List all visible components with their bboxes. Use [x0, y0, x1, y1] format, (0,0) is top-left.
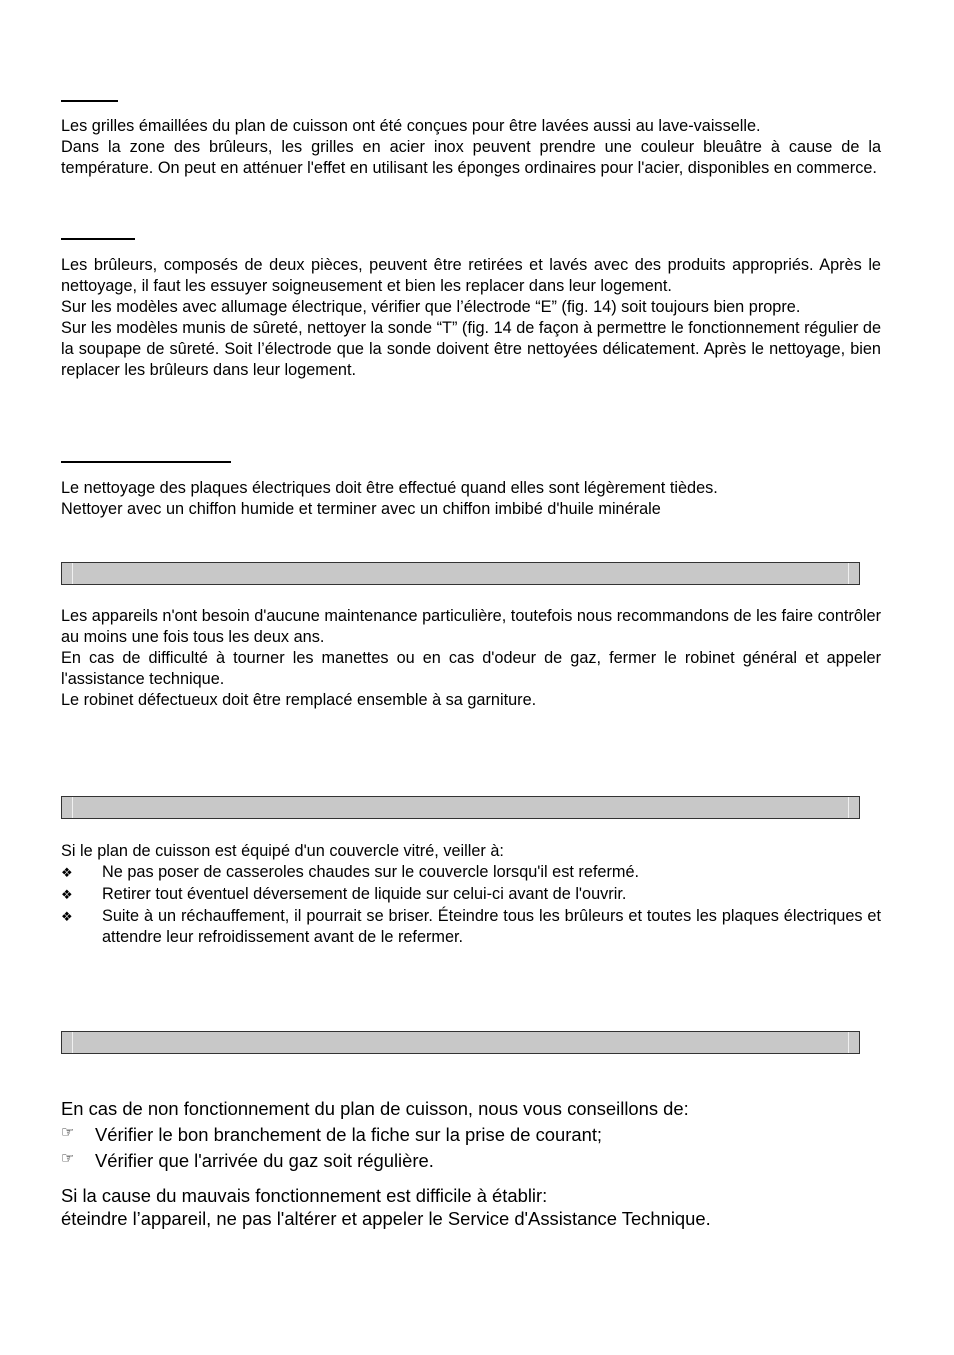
- diamond-bullet-icon: ❖: [61, 908, 73, 924]
- plaques-text: [61, 478, 881, 520]
- maintenance-line-2: En cas de difficulté à tourner les manettes ou en cas d'odeur de gaz, fermer le robinet général et appeler l'assistance technique.: [61, 648, 881, 688]
- anomalies-text: [61, 1097, 901, 1230]
- section-underline-plaques: [61, 461, 231, 463]
- anomalies-item: [61, 1123, 901, 1146]
- bruleurs-line-3: Sur les modèles munis de sûreté, nettoyer la sonde “T” (fig. 14 de façon à permettre le fonctionnement régulier de la soupape de sûreté. Soit l’électrode que la sonde doivent être nettoyées délicatement. Après le nettoyage, bien replacer les brûleurs dans leur logement.: [61, 318, 881, 379]
- anomalies-cause-line-2: éteindre l’appareil, ne pas l'altérer et appeler le Service d'Assistance Technique.: [61, 1208, 711, 1229]
- maintenance-text: [61, 606, 881, 711]
- section-underline-grilles: [61, 100, 118, 102]
- couvercle-item: [61, 884, 881, 906]
- couvercle-item-text: Ne pas poser de casseroles chaudes sur le couvercle lorsqu'il est refermé.: [102, 862, 640, 881]
- pointing-hand-icon: ☞: [61, 1124, 75, 1141]
- bruleurs-line-2: Sur les modèles avec allumage électrique, vérifier que l’électrode “E” (fig. 14) soit toujours bien propre.: [61, 297, 801, 316]
- couvercle-item: [61, 906, 881, 948]
- couvercle-item-text: Suite à un réchauffement, il pourrait se briser. Éteindre tous les brûleurs et toutes les plaques électriques et attendre leur refroidissement avant de le refermer.: [102, 906, 881, 946]
- bruleurs-line-1: Les brûleurs, composés de deux pièces, peuvent être retirées et lavés avec des produits appropriés. Après le nettoyage, il faut les essuyer soigneusement et bien les replacer dans leur logement.: [61, 256, 881, 295]
- anomalies-cause-line-1: Si la cause du mauvais fonctionnement est difficile à établir:: [61, 1185, 548, 1206]
- couvercle-item: [61, 862, 881, 884]
- diamond-bullet-icon: ❖: [61, 886, 73, 902]
- grilles-line-1: Les grilles émaillées du plan de cuisson ont été conçues pour être lavées aussi au lave-vaisselle.: [61, 117, 761, 135]
- plaques-line-2: Nettoyer avec un chiffon humide et terminer avec un chiffon imbibé d'huile minérale: [61, 499, 661, 518]
- couvercle-intro: Si le plan de cuisson est équipé d'un couvercle vitré, veiller à:: [61, 842, 504, 860]
- section-underline-bruleurs: [61, 238, 135, 240]
- section-header-bar-couvercle: [61, 796, 860, 819]
- bruleurs-text: [61, 255, 881, 380]
- anomalies-item-text: Vérifier le bon branchement de la fiche sur la prise de courant;: [95, 1124, 603, 1145]
- diamond-bullet-icon: ❖: [61, 864, 73, 880]
- couvercle-item-text: Retirer tout éventuel déversement de liquide sur celui-ci avant de l'ouvrir.: [102, 884, 627, 903]
- section-header-bar-maintenance: [61, 562, 860, 585]
- maintenance-line-3: Le robinet défectueux doit être remplacé ensemble à sa garniture.: [61, 690, 537, 709]
- pointing-hand-icon: ☞: [61, 1150, 75, 1167]
- section-header-bar-anomalies: [61, 1031, 860, 1054]
- grilles-text: [61, 116, 881, 179]
- maintenance-line-1: Les appareils n'ont besoin d'aucune maintenance particulière, toutefois nous recommandons de les faire contrôler au moins une fois tous les deux ans.: [61, 607, 881, 646]
- anomalies-intro: En cas de non fonctionnement du plan de cuisson, nous vous conseillons de:: [61, 1098, 689, 1119]
- couvercle-text: [61, 841, 881, 948]
- anomalies-item: [61, 1149, 901, 1172]
- anomalies-item-text: Vérifier que l'arrivée du gaz soit régulière.: [95, 1150, 434, 1171]
- plaques-line-1: Le nettoyage des plaques électriques doit être effectué quand elles sont légèrement tièdes.: [61, 479, 718, 497]
- grilles-line-2: Dans la zone des brûleurs, les grilles en acier inox peuvent prendre une couleur bleuâtre à cause de la température. On peut en atténuer l'effet en utilisant les éponges ordinaires pour l'acier, disponibles en commerce.: [61, 137, 881, 177]
